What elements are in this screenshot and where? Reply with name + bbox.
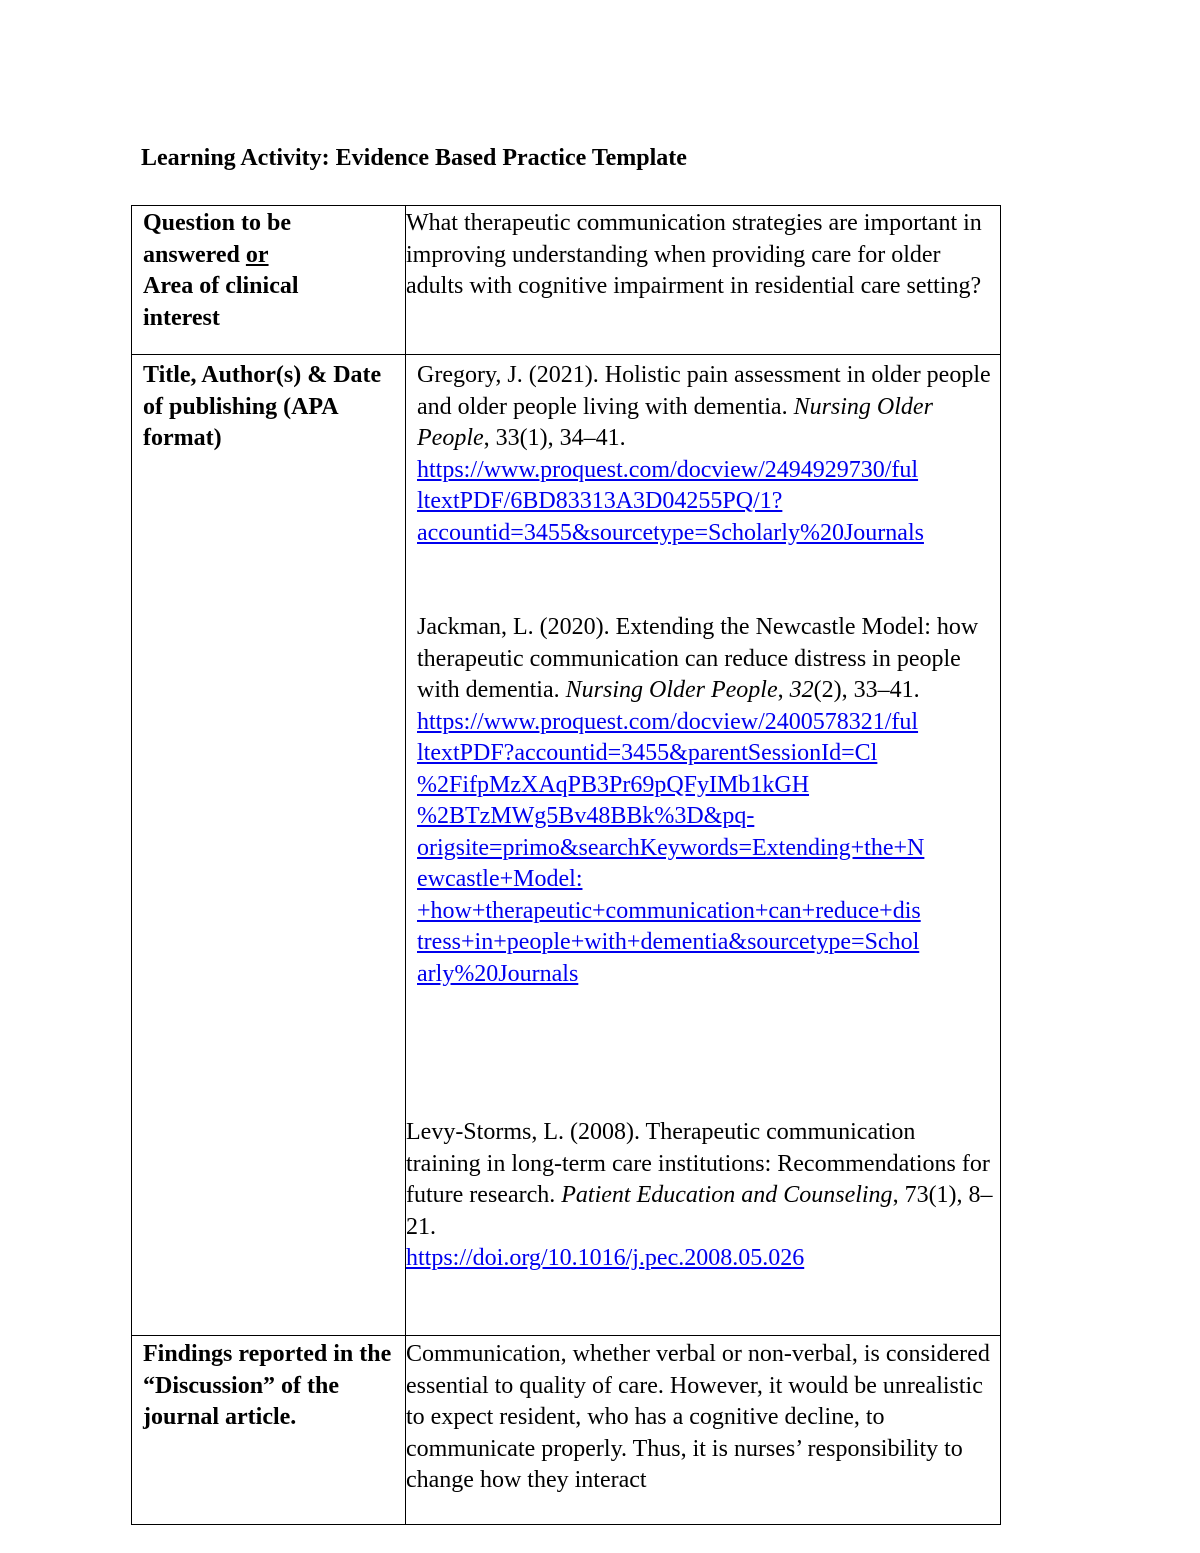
table-border-bottom xyxy=(131,1524,1001,1525)
table-border-left xyxy=(131,205,132,1525)
reference-jackman: Jackman, L. (2020). Extending the Newcastle Model: how therapeutic communication can reduce distress in people with dementia. Nursing Older People, 32(2), 33–41. https://www.proquest.com/docview/2400578321/ful ltextPDF?accountid=3455&parentSessionId=Cl %2FifpMzXAqPB3Pr69pQFyIMb1kGH %2BTzMWg5Bv48BBk%3D&pq- origsite=primo&searchKeywords=Extending+the+N ewcastle+Model: +how+therapeutic+communication+can+reduce+dis tress+in+people+with+dementia&sourcetype=Schol arly%20Journals xyxy=(417,612,992,990)
table-row-divider xyxy=(131,354,1001,355)
reference-link[interactable]: https://www.proquest.com/docview/2494929730/ful ltextPDF/6BD83313A3D04255PQ/1? accountid=3455&sourcetype=Scholarly%20Journals xyxy=(417,456,924,546)
row-label-question: Question to be answered or Area of clinical interest xyxy=(143,210,299,331)
reference-link[interactable]: https://www.proquest.com/docview/2400578321/ful ltextPDF?accountid=3455&parentSessionId=Cl %2FifpMzXAqPB3Pr69pQFyIMb1kGH %2BTzMWg5Bv48BBk%3D&pq- origsite=primo&searchKeywords=Extending+the+N ewcastle+Model: +how+therapeutic+communication+can+reduce+dis tress+in+people+with+dementia&sourcetype=Schol arly%20Journals xyxy=(417,708,925,987)
document-title: Learning Activity: Evidence Based Practice Template xyxy=(141,145,687,171)
row-content-findings: Communication, whether verbal or non-verbal, is considered essential to quality of care. However, it would be unrealistic to expect resident, who has a cognitive decline, to communicate properly. Thus, it is nurses’ responsibility to change how they interact xyxy=(406,1341,990,1493)
table-row-divider xyxy=(131,1335,1001,1336)
table-column-divider xyxy=(405,205,406,1525)
reference-gregory: Gregory, J. (2021). Holistic pain assessment in older people and older people living with dementia. Nursing Older People, 33(1), 34–41. https://www.proquest.com/docview/2494929730/ful ltextPDF/6BD83313A3D04255PQ/1? accountid=3455&sourcetype=Scholarly%20Journals xyxy=(417,360,1007,549)
reference-levy-storms: Levy-Storms, L. (2008). Therapeutic communication training in long-term care institutions: Recommendations for future research. Patient Education and Counseling, 73(1), 8–21. https://doi.org/10.1016/j.pec.2008.05.026 xyxy=(406,1117,996,1275)
reference-link[interactable]: https://doi.org/10.1016/j.pec.2008.05.026 xyxy=(406,1245,805,1271)
table-border-top xyxy=(131,205,1001,206)
row-label-findings: Findings reported in the “Discussion” of the journal article. xyxy=(143,1341,392,1430)
row-label-references: Title, Author(s) & Date of publishing (APA format) xyxy=(143,362,382,451)
evidence-table xyxy=(131,205,1001,1525)
row-content-question: What therapeutic communication strategies are important in improving understanding when providing care for older adults with cognitive impairment in residential care setting? xyxy=(406,210,982,299)
